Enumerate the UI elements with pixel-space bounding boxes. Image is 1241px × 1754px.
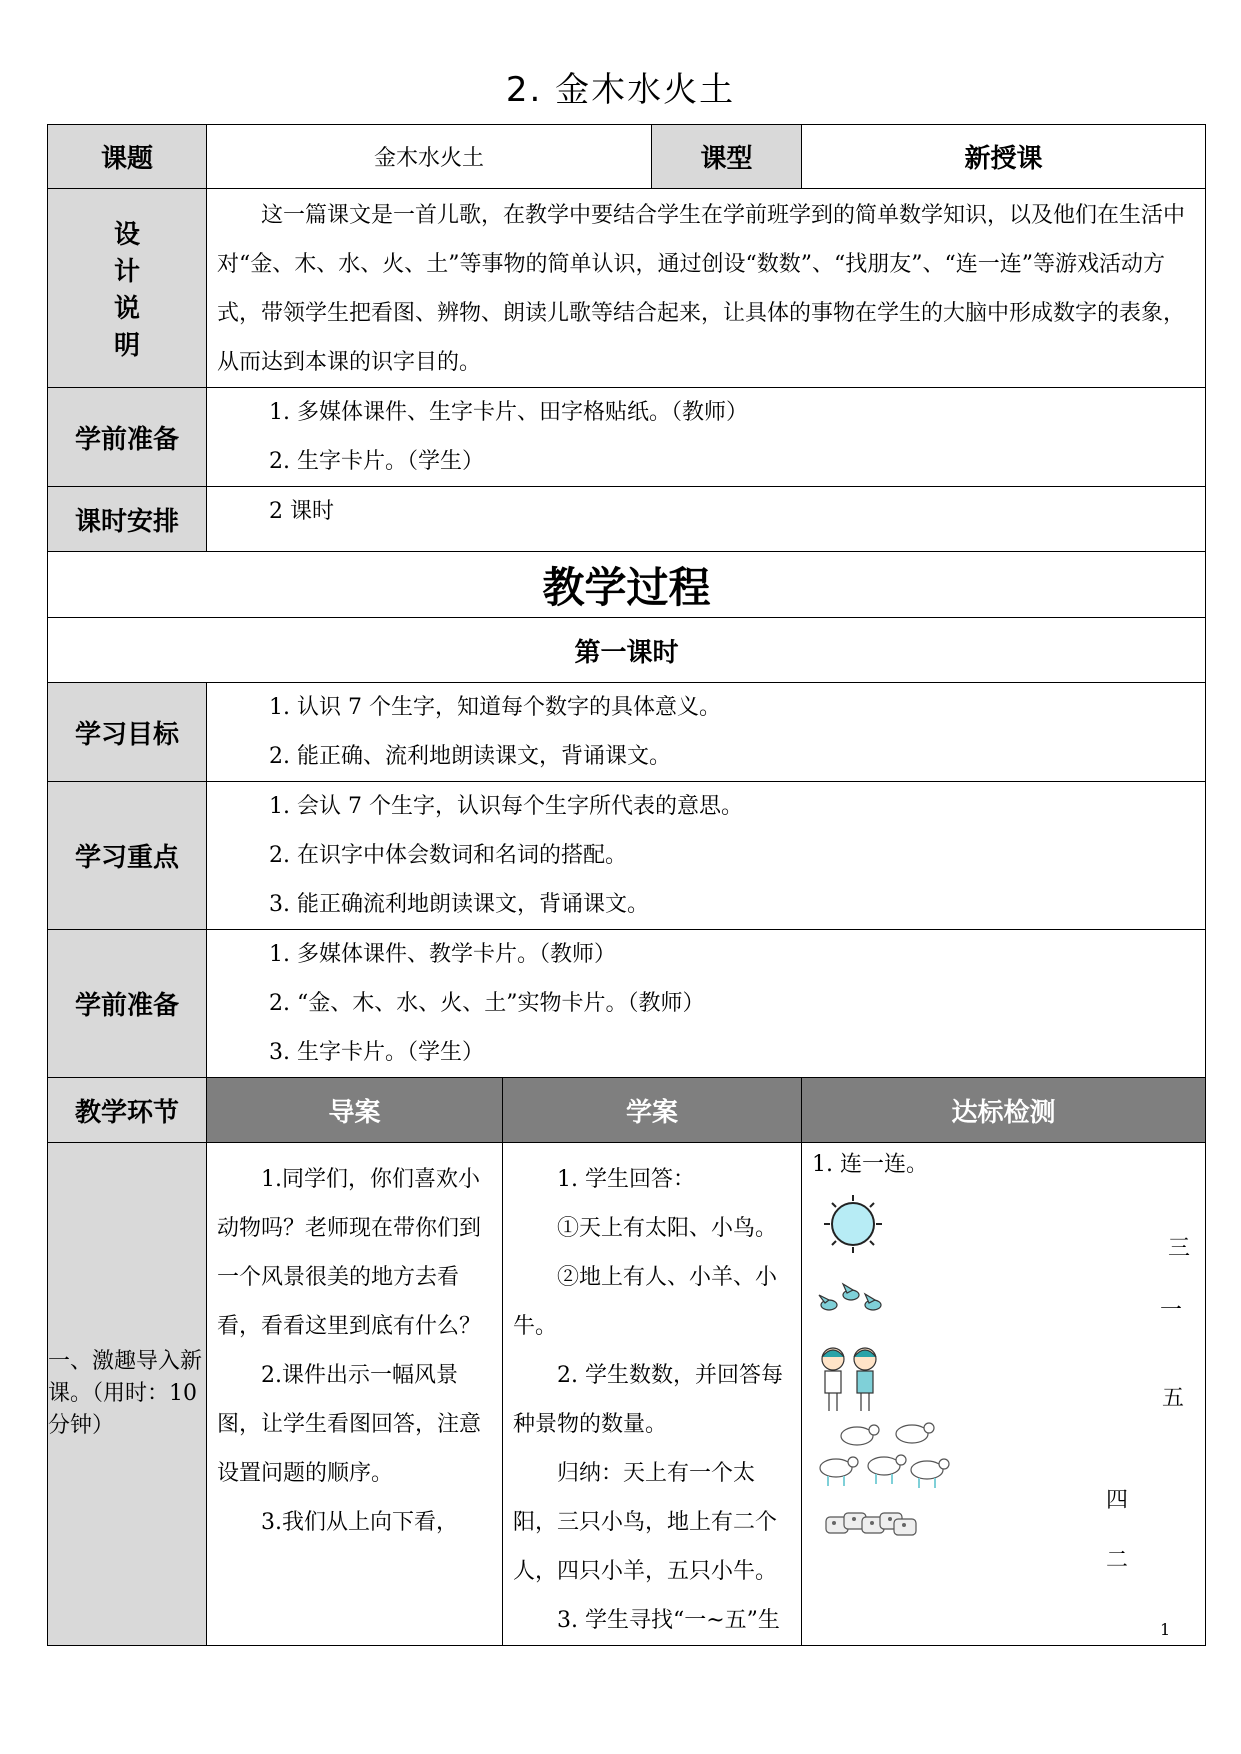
lesson-title-row [48,618,1206,683]
key-point-item: 3. 能正确流利地朗读课文，背诵课文。 [269,892,649,917]
stage1-check-cell [802,1143,1206,1646]
study-paragraph: 3. 学生寻找“一~五”生 [557,1608,780,1633]
match-number: 三 [1168,1236,1191,1261]
guide-paragraph: 3.我们从上向下看， [261,1510,458,1535]
goals-cell [207,683,1206,782]
design-label-char: 计 [113,257,140,287]
process-title-row [48,552,1206,618]
children-icon [817,1343,883,1415]
lesson-plan-table [47,124,1206,1646]
stage1-study-cell [503,1143,802,1646]
type-label: 课型 [652,125,802,189]
schedule-label: 课时安排 [48,487,207,552]
guide-header: 导案 [207,1078,503,1143]
schedule-value: 2 课时 [269,499,334,524]
design-label-char: 明 [113,331,140,361]
study-paragraph: 1. 学生回答： [557,1167,695,1192]
topic-label: 课题 [48,125,207,189]
schedule-row [48,487,1206,552]
key-points-cell [207,782,1206,930]
study-paragraph: 归纳：天上有一个太阳，三只小鸟，地上有二个人，四只小羊，五只小牛。 [513,1461,778,1584]
prep1-label: 学前准备 [48,388,207,487]
sun-icon [822,1193,884,1255]
sheep-icon [812,1418,952,1493]
guide-paragraph: 1.同学们，你们喜欢小动物吗？老师现在带你们到一个风景很美的地方去看看，看看这里到底有什么？ [217,1167,482,1339]
stage1-guide-cell [207,1143,503,1646]
prep1-item: 2. 生字卡片。（学生） [269,449,484,474]
prep2-item: 2. “金、木、水、火、土”实物卡片。（教师） [269,991,705,1016]
cow-icon [822,1503,922,1553]
process-title: 教学过程 [48,552,1206,618]
check-header: 达标检测 [802,1078,1206,1143]
key-point-item: 2. 在识字中体会数词和名词的搭配。 [269,843,627,868]
stage1-row [48,1143,1206,1646]
design-row [48,189,1206,388]
key-points-label: 学习重点 [48,782,207,930]
prep2-item: 1. 多媒体课件、教学卡片。（教师） [269,942,616,967]
schedule-cell [207,487,1206,552]
stage1-label: 一、激趣导入新课。（用时：10 分钟） [48,1143,207,1646]
design-cell [207,189,1206,388]
stage-header: 教学环节 [48,1078,207,1143]
key-points-row [48,782,1206,930]
type-value: 新授课 [802,125,1206,189]
study-header: 学案 [503,1078,802,1143]
prep1-row [48,388,1206,487]
lesson-title: 第一课时 [48,618,1206,683]
prep2-row [48,930,1206,1078]
design-label-text [48,214,206,362]
prep1-item: 1. 多媒体课件、生字卡片、田字格贴纸。（教师） [269,400,748,425]
topic-value: 金木水火土 [207,125,652,189]
prep2-item: 3. 生字卡片。（学生） [269,1040,484,1065]
goal-item: 2. 能正确、流利地朗读课文，背诵课文。 [269,744,671,769]
study-paragraph: ①天上有太阳、小鸟。 [557,1216,778,1241]
key-point-item: 1. 会认 7 个生字，认识每个生字所代表的意思。 [269,794,743,819]
study-paragraph: ②地上有人、小羊、小牛。 [513,1265,778,1339]
prep2-cell [207,930,1206,1078]
study-paragraph: 2. 学生数数，并回答每种景物的数量。 [513,1363,783,1437]
match-number: 四 [1106,1488,1129,1513]
match-number: 五 [1162,1386,1185,1411]
goals-row [48,683,1206,782]
goals-label: 学习目标 [48,683,207,782]
page-number: 1 [1160,1620,1171,1639]
design-text: 这一篇课文是一首儿歌，在教学中要结合学生在学前班学到的简单数学知识，以及他们在生活中对“金、木、水、火、土”等事物的简单认识，通过创设“数数”、“找朋友”、“连一连”等游戏活动方式，带领学生把看图、辨物、朗读儿歌等结合起来，让具体的事物在学生的大脑中形成数字的表象，从而达到本课的识字目的。 [217,203,1186,375]
guide-paragraph: 2.课件出示一幅风景图，让学生看图回答，注意设置问题的顺序。 [217,1363,482,1486]
document-title: 2. 金木水火土 [505,70,736,110]
design-label [48,189,207,388]
design-label-char: 设 [113,220,140,250]
matching-question: 1. 连一连。 [812,1152,928,1177]
match-number: 二 [1106,1548,1129,1573]
prep2-label: 学前准备 [48,930,207,1078]
bird-icon [817,1281,885,1321]
process-header-row [48,1078,1206,1143]
header-row [48,125,1206,189]
prep1-cell [207,388,1206,487]
match-number: 一 [1160,1298,1183,1323]
matching-exercise [802,1143,1205,1597]
goal-item: 1. 认识 7 个生字，知道每个数字的具体意义。 [269,695,721,720]
design-label-char: 说 [113,294,140,324]
